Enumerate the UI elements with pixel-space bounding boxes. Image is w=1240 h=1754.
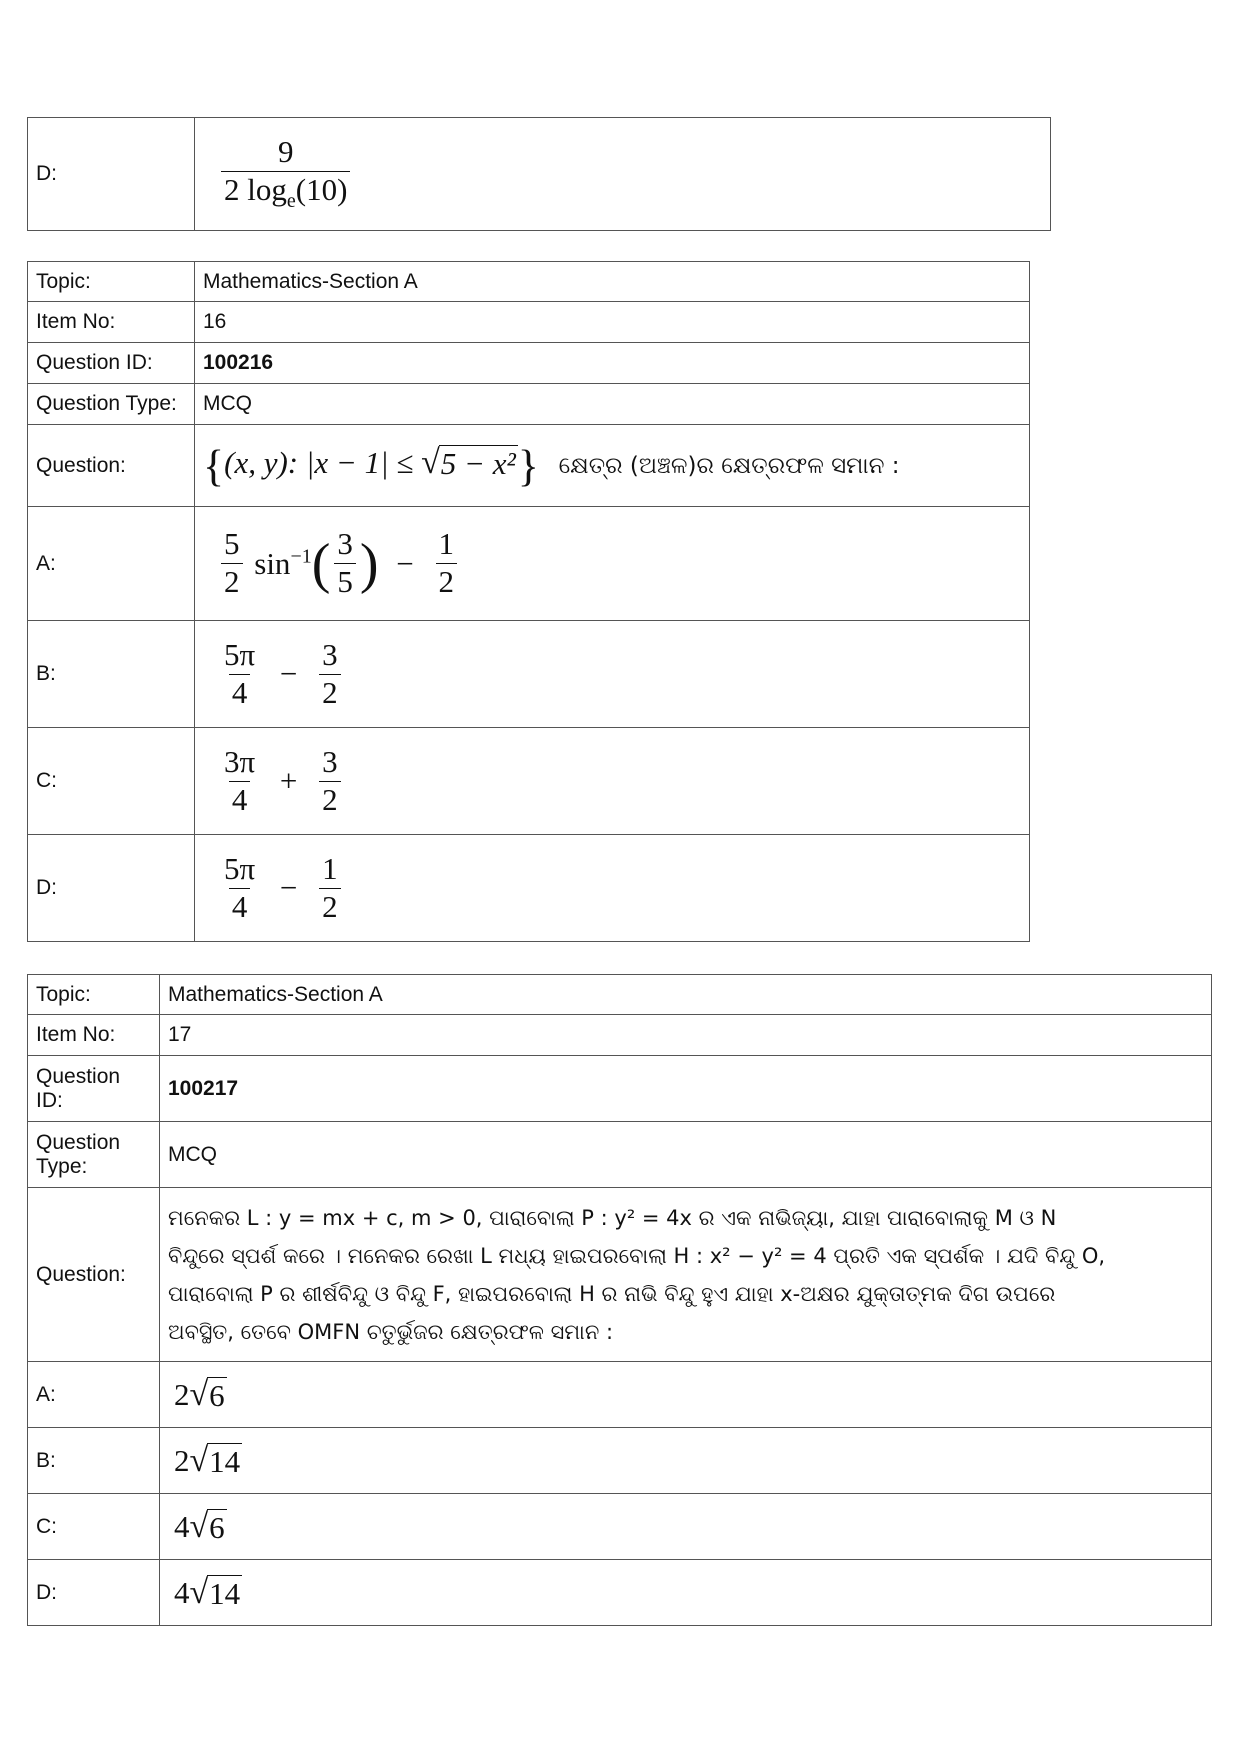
fraction-numerator: 3 — [337, 526, 353, 562]
item-no-label: Item No: — [28, 302, 195, 343]
fraction-denominator: 2 — [319, 781, 341, 817]
question-type-label: Question Type: — [28, 384, 195, 425]
question-17-table — [27, 974, 1212, 1626]
radicand: 14 — [209, 1443, 241, 1479]
topic-label: Topic: — [28, 262, 195, 302]
fraction-denominator: 2 log — [224, 171, 287, 207]
radicand: 6 — [209, 1509, 225, 1545]
question-16-table — [27, 261, 1030, 942]
prev-question-option-d-table — [27, 117, 1051, 231]
operator: + — [279, 763, 298, 798]
question-line-1: ମନେକର L : y = mx + c, m > 0, ପାରାବୋଲା P : y² = 4x ର ଏକ ନାଭିଜ୍ୟା, ଯାହା ପାରାବୋଲାକୁ M ଓ N — [168, 1205, 1057, 1230]
question-id-value: 100216 — [195, 343, 1030, 384]
question-type-value: MCQ — [160, 1122, 1212, 1188]
close-paren: ) — [359, 532, 379, 595]
topic-value: Mathematics-Section A — [195, 262, 1030, 302]
coefficient: 4 — [174, 1574, 190, 1610]
option-a-value — [195, 507, 1030, 621]
sqrt-icon: √ — [189, 1375, 209, 1413]
sqrt-body: 5 − x² — [440, 445, 516, 481]
log-base: e — [286, 189, 296, 212]
option-d-fraction — [221, 136, 350, 212]
sin-function: sin — [254, 545, 291, 581]
fraction-numerator: 5π — [224, 636, 256, 672]
option-b-value — [195, 621, 1030, 728]
coefficient: 4 — [174, 1508, 190, 1544]
sqrt-icon: √ — [421, 443, 440, 481]
sqrt-icon: √ — [189, 1573, 209, 1611]
open-paren: ( — [311, 532, 331, 595]
option-b-label: B: — [28, 621, 195, 728]
question-line-3: ପାରାବୋଲା P ର ଶୀର୍ଷବିନ୍ଦୁ ଓ ବିନ୍ଦୁ F, ହାଇପରବୋଲା H ର ନାଭି ବିନ୍ଦୁ ହୁଏ ଯାହା x-ଅକ୍ଷର ଯୁକ୍ତାତ୍ମକ ଦିଗ ଉପରେ — [168, 1281, 1056, 1306]
option-c-value — [160, 1494, 1212, 1560]
coefficient: 2 — [174, 1376, 190, 1412]
sqrt-icon: √ — [189, 1507, 209, 1545]
set-condition: (x, y): |x − 1| ≤ — [224, 444, 414, 480]
option-c-value — [195, 728, 1030, 835]
option-a-value — [160, 1362, 1212, 1428]
item-no-value: 16 — [195, 302, 1030, 343]
fraction-denominator: 5 — [334, 563, 356, 599]
set-open-brace: { — [203, 441, 225, 490]
option-d-label: D: — [28, 118, 195, 231]
topic-label: Topic: — [28, 975, 160, 1015]
fraction-numerator: 5 — [224, 526, 240, 562]
option-d-value — [160, 1560, 1212, 1626]
fraction-numerator: 5π — [224, 850, 256, 886]
operator: − — [279, 656, 298, 691]
fraction-denominator: 4 — [229, 674, 251, 710]
question-type-label: Question Type: — [28, 1122, 160, 1188]
question-line-2: ବିନ୍ଦୁରେ ସ୍ପର୍ଶ କରେ । ମନେକର ରେଖା L ମଧ୍ୟ ହାଇପରବୋଲା H : x² − y² = 4 ପ୍ରତି ଏକ ସ୍ପର୍ଶକ । ଯଦି ବିନ୍ଦୁ O, — [168, 1243, 1106, 1268]
set-close-brace: } — [517, 441, 539, 490]
question-id-label: Question ID: — [28, 1056, 160, 1122]
fraction-numerator: 9 — [277, 134, 294, 170]
fraction-denominator: 2 — [319, 674, 341, 710]
sqrt-icon: √ — [189, 1441, 209, 1479]
question-label: Question: — [28, 425, 195, 507]
question-id-value: 100217 — [160, 1056, 1212, 1122]
question-type-value: MCQ — [195, 384, 1030, 425]
operator: − — [279, 870, 298, 905]
option-d-value — [195, 118, 1051, 231]
option-b-value — [160, 1428, 1212, 1494]
radicand: 6 — [209, 1377, 225, 1413]
fraction-numerator: 3 — [322, 743, 338, 779]
fraction-numerator: 1 — [322, 850, 338, 886]
option-d-value — [195, 835, 1030, 942]
option-d-label: D: — [28, 835, 195, 942]
option-a-label: A: — [28, 1362, 160, 1428]
fraction-denominator: 4 — [229, 888, 251, 924]
question-odia-text: କ୍ଷେତ୍ର (ଅଞ୍ଚଳ)ର କ୍ଷେତ୍ରଫଳ ସମାନ : — [558, 452, 900, 479]
option-a-label: A: — [28, 507, 195, 621]
option-c-label: C: — [28, 728, 195, 835]
radicand: 14 — [209, 1575, 241, 1611]
item-no-label: Item No: — [28, 1015, 160, 1056]
fraction-numerator: 3π — [224, 743, 256, 779]
question-text — [160, 1188, 1212, 1362]
option-c-label: C: — [28, 1494, 160, 1560]
fraction-numerator: 1 — [438, 526, 455, 562]
item-no-value: 17 — [160, 1015, 1212, 1056]
option-d-label: D: — [28, 1560, 160, 1626]
question-line-4: ଅବସ୍ଥିତ, ତେବେ OMFN ଚତୁର୍ଭୁଜର କ୍ଷେତ୍ରଫଳ ସମାନ : — [168, 1319, 614, 1344]
coefficient: 2 — [174, 1442, 190, 1478]
fraction-denominator: 2 — [436, 563, 458, 599]
fraction-denominator: 2 — [221, 563, 243, 599]
fraction-numerator: 3 — [322, 636, 338, 672]
topic-value: Mathematics-Section A — [160, 975, 1212, 1015]
fraction-denominator: 4 — [229, 781, 251, 817]
inverse-superscript: −1 — [290, 545, 312, 568]
question-label: Question: — [28, 1188, 160, 1362]
operator: − — [396, 545, 414, 581]
question-id-label: Question ID: — [28, 343, 195, 384]
fraction-denominator: 2 — [319, 888, 341, 924]
question-text — [195, 425, 1030, 507]
fraction-denominator-tail: (10) — [295, 171, 348, 207]
option-b-label: B: — [28, 1428, 160, 1494]
